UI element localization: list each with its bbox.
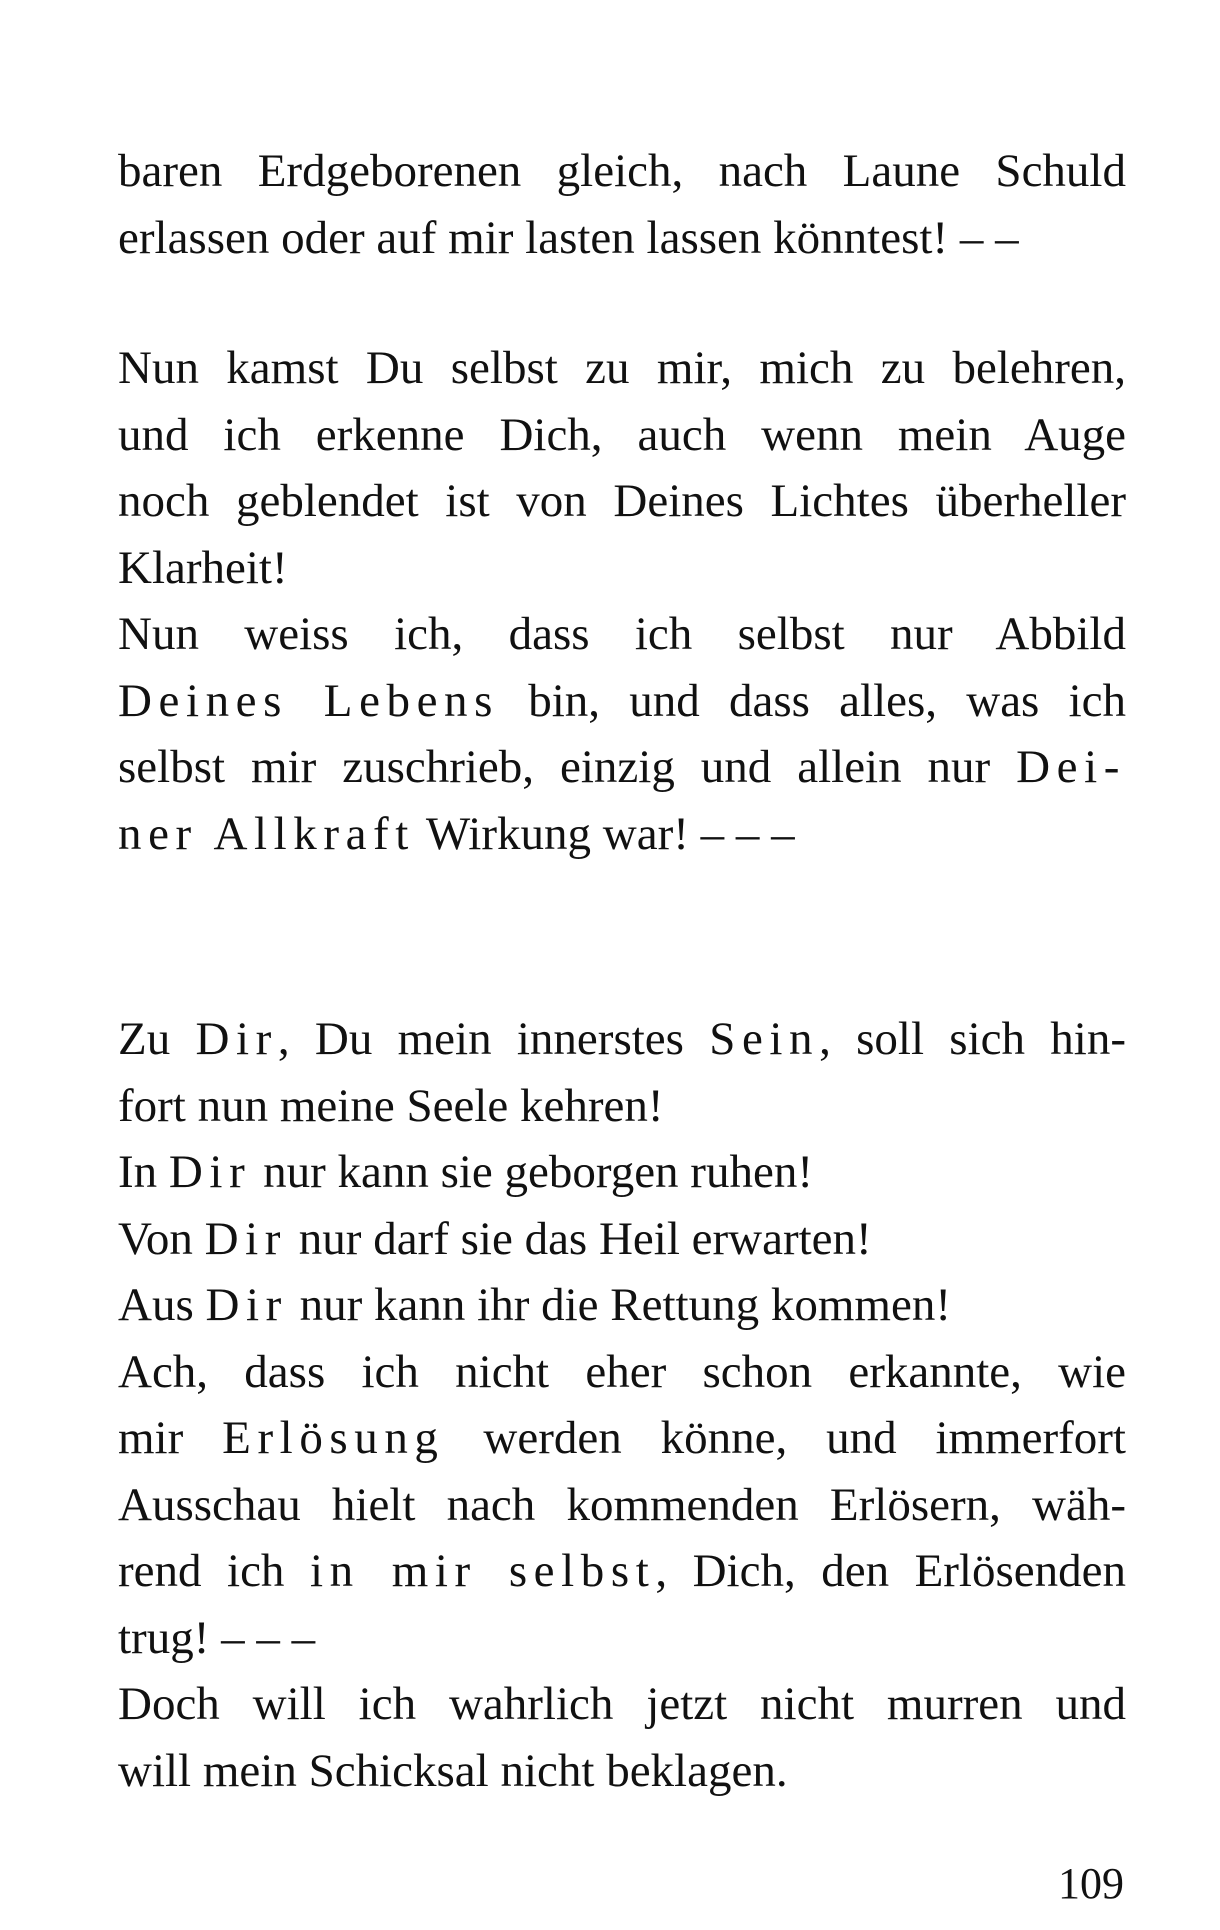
text-line: Von Dir nur darf sie das Heil erwarten!: [118, 1212, 872, 1265]
spaced-emphasis: Dei-: [1016, 741, 1126, 793]
spaced-emphasis: in mir selbst: [309, 1545, 656, 1597]
spaced-emphasis: Dir: [204, 1212, 288, 1265]
text-line: Nun kamst Du selbst zu mir, mich zu belehren,: [118, 342, 1126, 394]
text-line: Doch will ich wahrlich jetzt nicht murren und: [118, 1678, 1126, 1730]
text-line: trug! – – –: [118, 1611, 316, 1664]
text-line: Ausschau hielt nach kommenden Erlösern, wäh-: [118, 1478, 1126, 1531]
paragraph-continuation: [118, 138, 1126, 271]
text-line: fort nun meine Seele kehren!: [118, 1079, 664, 1132]
text-line: selbst mir zuschrieb, einzig und allein nur Dei-: [118, 741, 1126, 793]
spaced-emphasis: Erlösung: [222, 1412, 445, 1464]
text-line: noch geblendet ist von Deines Lichtes überheller: [118, 475, 1126, 527]
text-line: In Dir nur kann sie geborgen ruhen!: [118, 1146, 813, 1198]
text-line: mir Erlösung werden könne, und immerfort: [118, 1412, 1126, 1464]
spaced-emphasis: ner Allkraft: [118, 807, 415, 860]
text-line: Deines Lebens bin, und dass alles, was ich: [118, 674, 1126, 727]
text-line: Zu Dir, Du mein innerstes Sein, soll sich hin-: [118, 1013, 1126, 1065]
text-line: ner Allkraft Wirkung war! – – –: [118, 807, 795, 860]
spaced-emphasis: Dir: [168, 1146, 252, 1198]
text-line: Klarheit!: [118, 541, 288, 594]
spaced-emphasis: Sein: [709, 1013, 820, 1065]
spaced-emphasis: Dir: [195, 1013, 278, 1065]
text-line: Nun weiss ich, dass ich selbst nur Abbild: [118, 608, 1126, 660]
paragraph-recognition: [118, 335, 1126, 867]
paragraph-turning-inward: [118, 1006, 1126, 1804]
text-line: und ich erkenne Dich, auch wenn mein Auge: [118, 408, 1126, 461]
text-line: Aus Dir nur kann ihr die Rettung kommen!: [118, 1279, 951, 1331]
page-number: 109: [1058, 1859, 1124, 1908]
text-line: Ach, dass ich nicht eher schon erkannte, wie: [118, 1345, 1126, 1398]
text-line: baren Erdgeborenen gleich, nach Laune Schuld: [118, 145, 1126, 197]
text-line: rend ich in mir selbst, Dich, den Erlösenden: [118, 1545, 1126, 1597]
spaced-emphasis: Deines Lebens: [118, 674, 499, 727]
text-line: erlassen oder auf mir lasten lassen könntest! – –: [118, 211, 1019, 264]
spaced-emphasis: Dir: [205, 1279, 288, 1331]
text-line: will mein Schicksal nicht beklagen.: [118, 1744, 788, 1797]
